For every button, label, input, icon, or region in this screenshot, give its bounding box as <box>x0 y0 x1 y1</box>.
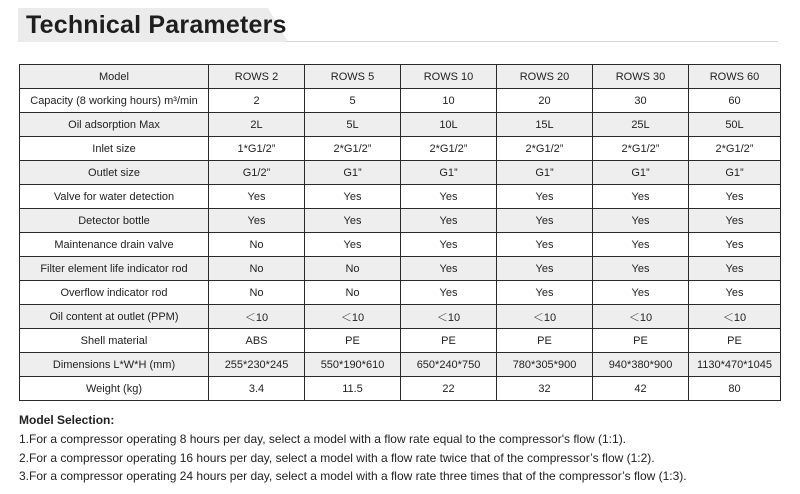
table-cell: Yes <box>401 281 497 305</box>
header-divider <box>286 41 778 42</box>
table-cell: Yes <box>593 185 689 209</box>
table-cell: 10L <box>401 113 497 137</box>
parameter-label: Inlet size <box>20 137 209 161</box>
table-cell: PE <box>497 329 593 353</box>
table-cell: Yes <box>689 185 781 209</box>
table-cell: 11.5 <box>305 377 401 401</box>
table-cell: 32 <box>497 377 593 401</box>
table-cell: 60 <box>689 89 781 113</box>
parameter-label: Capacity (8 working hours) m³/min <box>20 89 209 113</box>
table-row <box>20 137 781 161</box>
table-cell: Yes <box>593 233 689 257</box>
table-row <box>20 161 781 185</box>
table-row <box>20 329 781 353</box>
table-cell: Yes <box>593 209 689 233</box>
notes-title: Model Selection: <box>19 413 115 427</box>
table-cell: PE <box>305 329 401 353</box>
column-header: ROWS 10 <box>401 65 497 89</box>
table-cell: No <box>209 233 305 257</box>
table-row <box>20 209 781 233</box>
table-cell: No <box>209 257 305 281</box>
note-line: 2.For a compressor operating 16 hours per day, select a model with a flow rate twice that of the compressor’s flow (1:2). <box>19 450 655 465</box>
table-cell: 255*230*245 <box>209 353 305 377</box>
column-header: ROWS 60 <box>689 65 781 89</box>
table-cell: 2*G1/2” <box>689 137 781 161</box>
table-cell: ＜10 <box>593 305 689 329</box>
table-cell: 2 <box>209 89 305 113</box>
table-row <box>20 185 781 209</box>
table-cell: 15L <box>497 113 593 137</box>
column-header: ROWS 30 <box>593 65 689 89</box>
table-cell: 550*190*610 <box>305 353 401 377</box>
table-cell: PE <box>689 329 781 353</box>
table-cell: 2*G1/2” <box>401 137 497 161</box>
table-cell: G1/2” <box>209 161 305 185</box>
column-header: Model <box>20 65 209 89</box>
table-cell: 80 <box>689 377 781 401</box>
table-cell: ＜10 <box>497 305 593 329</box>
table-cell: 5L <box>305 113 401 137</box>
parameter-label: Maintenance drain valve <box>20 233 209 257</box>
parameter-label: Dimensions L*W*H (mm) <box>20 353 209 377</box>
table-row <box>20 113 781 137</box>
table-body <box>20 65 781 401</box>
table-cell: Yes <box>689 233 781 257</box>
table-cell: ABS <box>209 329 305 353</box>
table-row <box>20 353 781 377</box>
parameter-label: Weight (kg) <box>20 377 209 401</box>
table-cell: Yes <box>305 209 401 233</box>
table-cell: 20 <box>497 89 593 113</box>
table-cell: Yes <box>689 257 781 281</box>
table-cell: ＜10 <box>209 305 305 329</box>
table-cell: ＜10 <box>401 305 497 329</box>
table-cell: 1*G1/2” <box>209 137 305 161</box>
table-row <box>20 257 781 281</box>
table-cell: No <box>305 281 401 305</box>
table-cell: 5 <box>305 89 401 113</box>
table-cell: PE <box>593 329 689 353</box>
table-cell: Yes <box>209 185 305 209</box>
table-cell: Yes <box>593 281 689 305</box>
table-cell: 2*G1/2” <box>593 137 689 161</box>
table-row <box>20 233 781 257</box>
page-title: Technical Parameters <box>26 11 287 39</box>
table-cell: Yes <box>497 233 593 257</box>
parameter-label: Valve for water detection <box>20 185 209 209</box>
column-header: ROWS 20 <box>497 65 593 89</box>
table-cell: Yes <box>497 257 593 281</box>
table-cell: G1” <box>689 161 781 185</box>
note-line: 1.For a compressor operating 8 hours per day, select a model with a flow rate equal to the compressor's flow (1:1). <box>19 432 627 446</box>
table-cell: 650*240*750 <box>401 353 497 377</box>
column-header: ROWS 5 <box>305 65 401 89</box>
table-row <box>20 281 781 305</box>
table-cell: Yes <box>689 281 781 305</box>
table-row <box>20 377 781 401</box>
table-cell: 42 <box>593 377 689 401</box>
column-header: ROWS 2 <box>209 65 305 89</box>
table-cell: Yes <box>401 209 497 233</box>
table-cell: Yes <box>305 233 401 257</box>
parameter-label: Oil content at outlet (PPM) <box>20 305 209 329</box>
parameter-label: Filter element life indicator rod <box>20 257 209 281</box>
table-cell: Yes <box>401 257 497 281</box>
table-cell: 3.4 <box>209 377 305 401</box>
table-cell: Yes <box>209 209 305 233</box>
parameter-label: Outlet size <box>20 161 209 185</box>
table-cell: Yes <box>401 185 497 209</box>
table-cell: 10 <box>401 89 497 113</box>
table-cell: G1” <box>593 161 689 185</box>
table-cell: 25L <box>593 113 689 137</box>
table-cell: ＜10 <box>305 305 401 329</box>
parameter-label: Detector bottle <box>20 209 209 233</box>
table-cell: 940*380*900 <box>593 353 689 377</box>
table-cell: 1130*470*1045 <box>689 353 781 377</box>
parameter-label: Oil adsorption Max <box>20 113 209 137</box>
table-cell: 30 <box>593 89 689 113</box>
table-cell: Yes <box>497 209 593 233</box>
table-cell: Yes <box>689 209 781 233</box>
technical-parameters-table <box>19 64 781 401</box>
table-cell: ＜10 <box>689 305 781 329</box>
model-selection-notes <box>19 411 687 486</box>
table-cell: PE <box>401 329 497 353</box>
table-cell: 2*G1/2” <box>305 137 401 161</box>
table-cell: Yes <box>401 233 497 257</box>
table-row <box>20 89 781 113</box>
table-cell: G1” <box>305 161 401 185</box>
table-cell: 780*305*900 <box>497 353 593 377</box>
table-cell: 2*G1/2” <box>497 137 593 161</box>
table-cell: 50L <box>689 113 781 137</box>
note-line: 3.For a compressor operating 24 hours per day, select a model with a flow rate three times that of the compressor’s flow (1:3). <box>19 469 687 483</box>
parameter-label: Overflow indicator rod <box>20 281 209 305</box>
table-cell: No <box>209 281 305 305</box>
table-cell: 22 <box>401 377 497 401</box>
table-cell: G1” <box>401 161 497 185</box>
table-cell: G1” <box>497 161 593 185</box>
table-cell: Yes <box>593 257 689 281</box>
table-header-row <box>20 65 781 89</box>
parameter-label: Shell material <box>20 329 209 353</box>
table-cell: Yes <box>497 185 593 209</box>
table-cell: No <box>305 257 401 281</box>
table-row <box>20 305 781 329</box>
table-cell: 2L <box>209 113 305 137</box>
table-cell: Yes <box>497 281 593 305</box>
table-cell: Yes <box>305 185 401 209</box>
